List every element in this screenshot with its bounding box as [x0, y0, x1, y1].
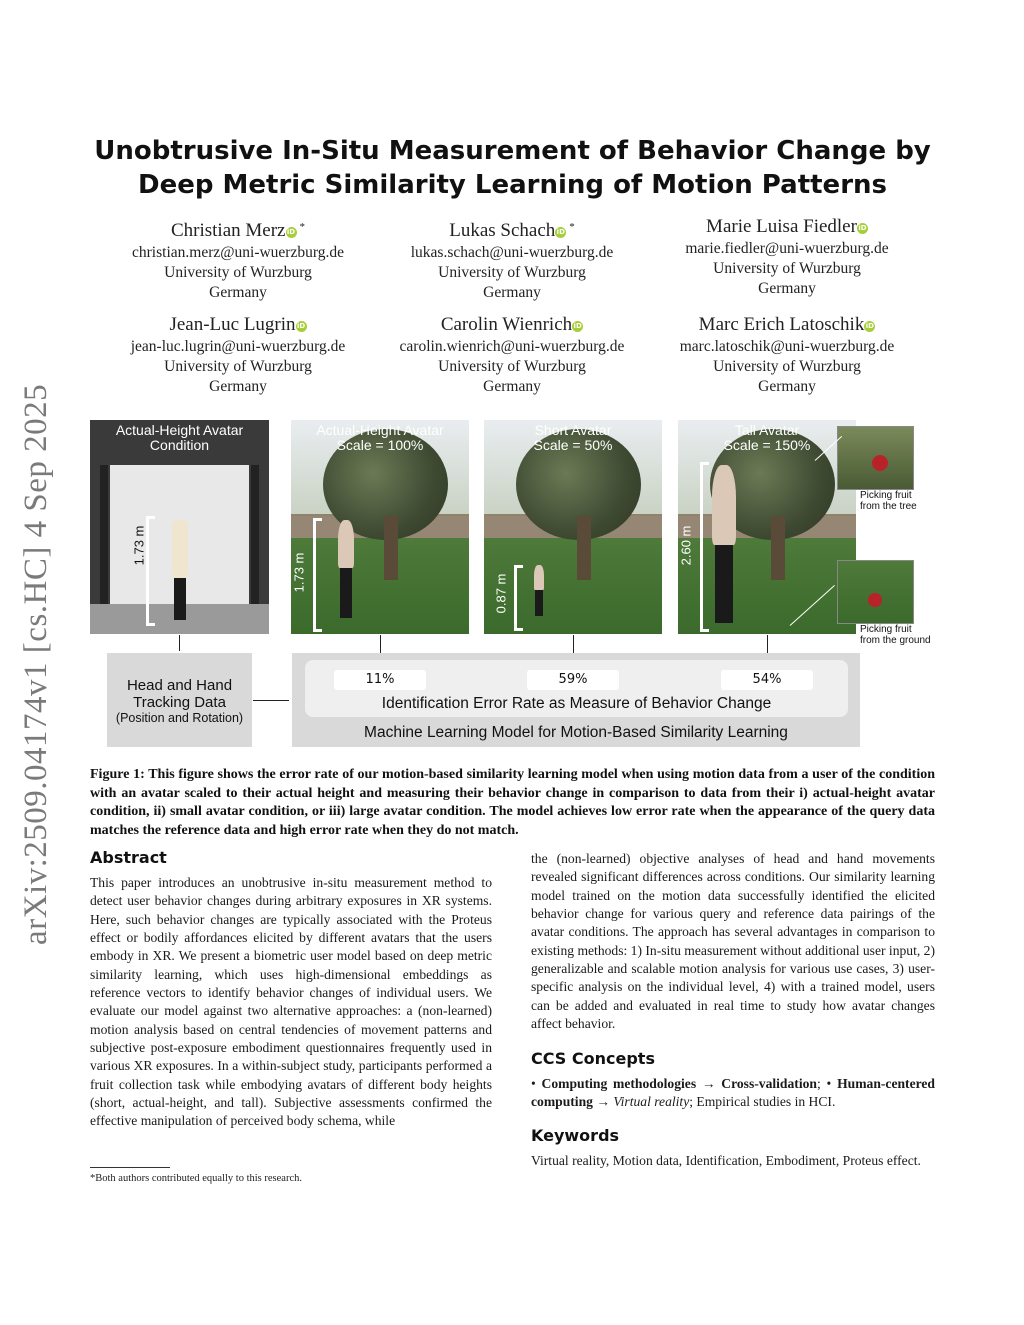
panel-caption: Actual-Height Avatar [316, 422, 444, 438]
arrow [253, 700, 289, 701]
error-rate-short: 59% [527, 670, 619, 690]
panel-caption: Scale = 150% [723, 437, 811, 453]
author-country: Germany [483, 378, 541, 395]
author-affiliation: University of Wurzburg [164, 264, 312, 281]
panel-caption: Short Avatar [534, 422, 612, 438]
inset-ground-photo [837, 560, 914, 624]
author-country: Germany [483, 284, 541, 301]
author-name: Christian Merz [170, 220, 286, 241]
short-avatar-panel [484, 420, 662, 634]
height-bracket [514, 565, 523, 631]
height-label: 0.87 m [493, 573, 509, 614]
author-name: Jean-Luc Lugrin [169, 314, 296, 335]
fruit [868, 593, 882, 607]
participant-legs [174, 578, 186, 620]
panel-caption: Scale = 100% [336, 437, 424, 453]
abstract-text-left: This paper introduces an unobtrusive in-situ measurement method to detect user behavior changes during arbitrary exposures in XR systems. Here, such behavior changes are typically associated with the Proteus effect or bodily affordances elicited by different avatars that the users embody in XR. We present a biometric user model based on deep metric similarity learning, which uses high-dimensional embeddings as reference vectors to identify behavior changes of individual users. We evaluate our model against two alternative approaches: a (non-learned) motion analysis based on central tendencies of movement patterns and subjective post-exposure embodiment questionnaires frequently used in various XR exposures. In a within-subject study, participants performed a fruit collection task while embodying avatars of different body heights (short, actual-height, and tall). Subjective assessments confirmed the effective manipulation of perceived body schema, while [90, 875, 492, 1129]
author-country: Germany [209, 378, 267, 395]
model-label: Machine Learning Model for Motion-Based Similarity Learning [364, 724, 788, 741]
avatar [534, 565, 544, 590]
author-block [93, 216, 383, 303]
keywords-heading: Keywords [531, 1126, 620, 1145]
author-affiliation: University of Wurzburg [438, 264, 586, 281]
panel-caption: Tall Avatar [734, 422, 800, 438]
arrow [179, 635, 180, 651]
height-label: 1.73 m [291, 552, 307, 593]
height-bracket [146, 516, 155, 626]
abstract-heading: Abstract [90, 848, 167, 867]
author-name: Marc Erich Latoschik [698, 314, 865, 335]
inset-label: Picking fruit [860, 624, 912, 635]
ccs-concept: Computing methodologies [541, 1076, 697, 1091]
author-email: marie.fiedler@uni-wuerzburg.de [685, 240, 889, 257]
tracking-label: Tracking Data [133, 694, 226, 711]
participant-photo [172, 520, 188, 580]
separator: ; [816, 1076, 821, 1091]
tracking-sublabel: (Position and Rotation) [115, 711, 244, 725]
fruit [872, 455, 888, 471]
author-country: Germany [758, 378, 816, 395]
keywords-text: Virtual reality, Motion data, Identification, Embodiment, Proteus effect. [531, 1153, 921, 1168]
author-name: Marie Luisa Fiedler [706, 216, 857, 237]
bullet: • [826, 1076, 832, 1091]
tall-avatar-panel [678, 420, 856, 634]
abstract-text-right: the (non-learned) objective analyses of head and hand movements revealed significant differences across conditions. Our similarity learning model trained on the motion data successfully identified the elicited behavior change for various query and reference data pairings of the avatar conditions. The approach has several advantages in comparison to existing methods: 1) In-situ measurement without additional user input, 2) generalizable and scalable motion analysis for various use cases, 3) user-specific analysis on the individual level, 4) with a trained model, users can be added and evaluated in real time to study how avatar changes affect behavior. [531, 851, 935, 1032]
paper-title: Unobtrusive In-Situ Measurement of Behavior Change by Deep Metric Similarity Learning of Motion Patterns [94, 136, 931, 200]
footnote-rule [90, 1167, 170, 1168]
orcid-icon[interactable]: iD [865, 322, 874, 330]
actual-height-avatar-panel [291, 420, 469, 634]
author-name: Carolin Wienrich [440, 314, 573, 335]
author-block [642, 216, 932, 299]
panel-caption: Scale = 50% [533, 437, 613, 453]
orcid-icon[interactable]: iD [286, 228, 296, 236]
author-block [642, 314, 932, 397]
ccs-concept: Virtual reality [613, 1094, 690, 1110]
figure-caption: Figure 1: This figure shows the error rate of our motion-based similarity learning model when using motion data from a user of the condition with an avatar scaled to their actual height and measuring their behavior change in comparison to data from their i) actual-height avatar condition, ii) small avatar condition, or iii) large avatar condition. The model achieves low error rate when the appearance of the query data matches the reference data and high error rate when they do not match. [90, 767, 935, 838]
ccs-concept: Cross-validation [721, 1076, 817, 1091]
error-rate-label: Identification Error Rate as Measure of Behavior Change [381, 695, 772, 712]
author-email: christian.merz@uni-wuerzburg.de [132, 244, 344, 261]
panel-caption: Actual-Height Avatar [115, 422, 244, 438]
lab-truss-left [100, 465, 108, 624]
orcid-icon[interactable]: iD [573, 322, 582, 330]
ccs-heading: CCS Concepts [531, 1049, 655, 1068]
author-country: Germany [758, 280, 816, 297]
arxiv-identifier: arXiv:2509.04174v1 [cs.HC] 4 Sep 2025 [18, 383, 54, 945]
inset-label: from the ground [860, 635, 931, 646]
panel-caption: Condition [149, 437, 210, 453]
height-label: 2.60 m [678, 525, 694, 566]
author-affiliation: University of Wurzburg [438, 358, 586, 375]
lab-truss-right [251, 465, 259, 624]
author-email: jean-luc.lugrin@uni-wuerzburg.de [130, 338, 346, 355]
author-block [367, 216, 657, 303]
author-affiliation: University of Wurzburg [713, 260, 861, 277]
orcid-icon[interactable]: iD [296, 322, 306, 330]
bullet: • [531, 1076, 536, 1091]
author-email: lukas.schach@uni-wuerzburg.de [410, 244, 614, 261]
inset-label: Picking fruit [860, 490, 912, 501]
footnote: *Both authors contributed equally to this research. [90, 1173, 302, 1184]
arrow-icon: → [596, 1094, 610, 1110]
avatar [712, 465, 736, 545]
author-name: Lukas Schach [449, 220, 556, 241]
height-bracket [313, 518, 322, 632]
tracking-label: Head and Hand [126, 677, 233, 694]
ccs-concept: ; Empirical studies in HCI. [689, 1094, 836, 1110]
height-label: 1.73 m [131, 525, 147, 566]
inset-tree-photo [837, 426, 914, 490]
ccs-concept: Human-centered computing [531, 1076, 935, 1110]
error-rate-actual: 11% [334, 670, 426, 690]
error-rate-tall: 54% [721, 670, 813, 690]
author-affiliation: University of Wurzburg [164, 358, 312, 375]
orcid-icon[interactable]: iD [556, 228, 565, 236]
equal-contribution-mark: * [569, 221, 575, 233]
lab-photo-panel [90, 420, 269, 634]
equal-contribution-mark: * [299, 221, 305, 233]
ccs-concepts [531, 1075, 935, 1112]
author-email: carolin.wienrich@uni-wuerzburg.de [399, 338, 625, 355]
author-email: marc.latoschik@uni-wuerzburg.de [679, 338, 895, 355]
author-country: Germany [209, 284, 267, 301]
height-bracket [700, 462, 709, 632]
inset-label: from the tree [860, 501, 917, 512]
avatar [338, 520, 354, 568]
author-block [367, 314, 657, 397]
author-block [93, 314, 383, 397]
orcid-icon[interactable]: iD [858, 224, 867, 232]
author-affiliation: University of Wurzburg [713, 358, 861, 375]
arrow-icon: → [701, 1076, 716, 1091]
